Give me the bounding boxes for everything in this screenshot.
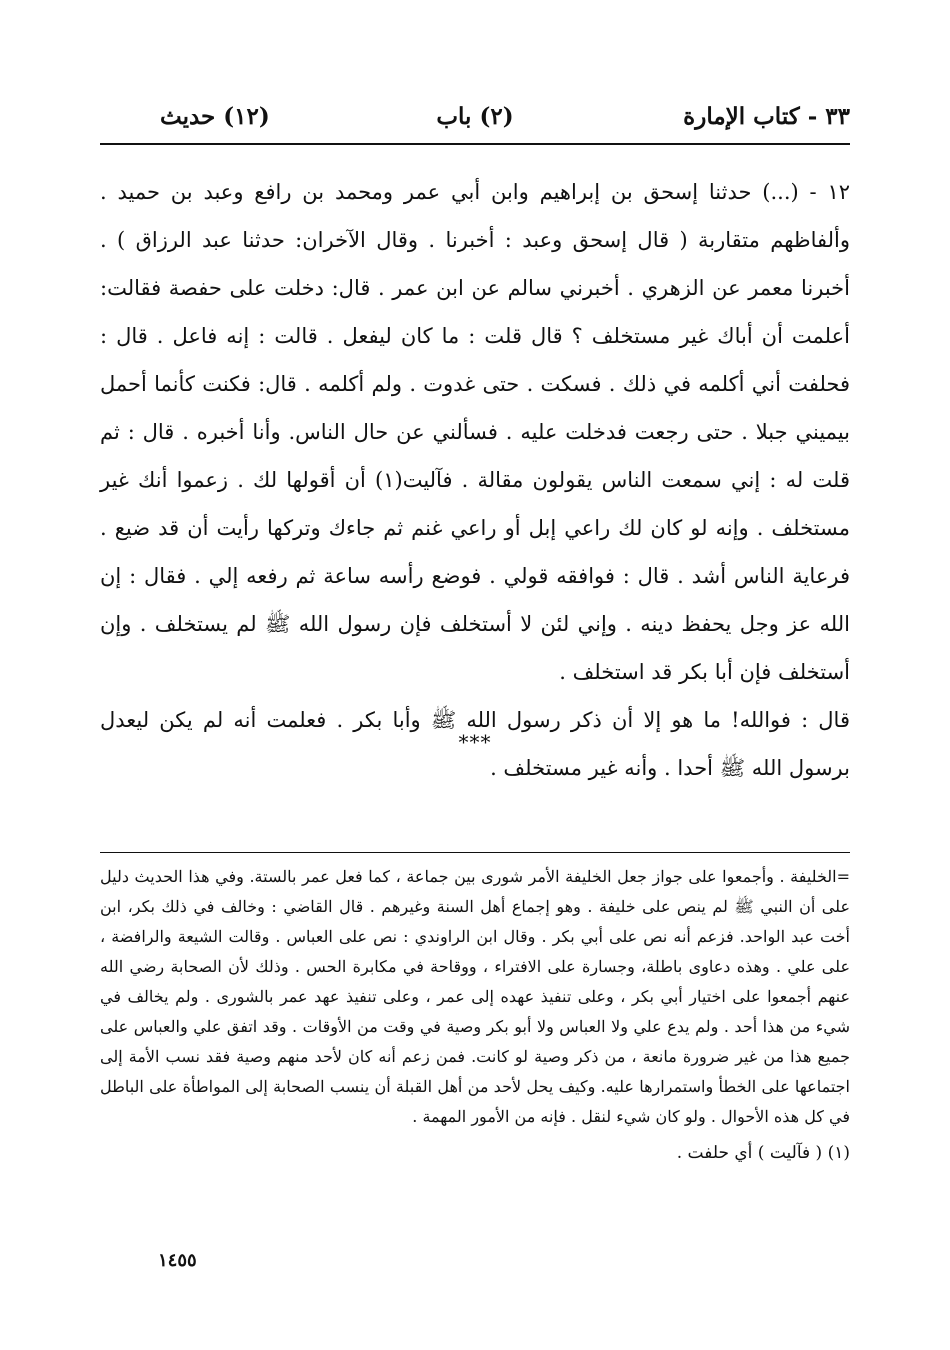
footnote-divider <box>100 852 850 853</box>
page-header <box>100 103 850 139</box>
chapter-label: (٢) باب <box>436 103 514 130</box>
book-title: ٣٣ - كتاب الإمارة <box>683 103 850 130</box>
footnote-commentary: =الخليفة . وأجمعوا على جواز جعل الخليفة الأمر شورى بين جماعة ، كما فعل عمر بالستة. وفي هذا الحديث دليل على أن النبي ﷺ لم ينص على خليفة . وهو إجماع أهل السنة وغيرهم . قال القاضي : وخالف في ذلك بكر، ابن أخت عبد الواحد. فزعم أنه نص على أبي بكر . وقال ابن الراوندي : نص على العباس . وقالت الشيعة والرافضة ، على علي . وهذه دعاوى باطلة، وجسارة على الافتراء ، ووقاحة في مكابرة الحس . وذلك لأن الصحابة رضي الله عنهم أجمعوا على اختيار أبي بكر ، وعلى تنفيذ عهده إلى عمر ، وعلى تنفيذ عهد عمر بالشورى . ولم يخالف في شيء من هذا أحد . ولم يدع علي ولا العباس ولا أبو بكر وصية في وقت من الأوقات . وقد اتفق علي والعباس على جميع هذا من غير ضرورة مانعة ، من ذكر وصية لو كانت. فمن زعم أنه كان لأحد منهم وصية فقد نسب الأمة إلى اجتماعها على الخطأ واستمرارها عليه. وكيف يحل لأحد من أهل القبلة أن ينسب الصحابة إلى المواطأة على الباطل في كل هذه الأحوال . ولو كان شيء لنقل . فإنه من الأمور المهمة . <box>100 867 850 1126</box>
header-divider <box>100 143 850 145</box>
hadith-paragraph-2: قال : فوالله! ما هو إلا أن ذكر رسول الله ﷺ وأبا بكر . فعلمت أنه لم يكن ليعدل برسول الله ﷺ أحدا . وأنه غير مستخلف . <box>100 708 850 780</box>
footnotes <box>100 862 850 1168</box>
hadith-label: (١٢) حديث <box>160 103 270 130</box>
section-separator: *** <box>458 730 492 754</box>
footnote-1: (١) ( فآليت ) أي حلفت . <box>676 1143 850 1163</box>
hadith-text <box>100 168 850 792</box>
page-number: ١٤٥٥ <box>158 1250 197 1271</box>
hadith-paragraph-1: ١٢ - (...) حدثنا إسحق بن إبراهيم وابن أبي عمر ومحمد بن رافع وعبد بن حميد . وألفاظهم متقاربة ( قال إسحق وعبد : أخبرنا . وقال الآخران: حدثنا عبد الرزاق ) . أخبرنا معمر عن الزهري . أخبرني سالم عن ابن عمر . قال: دخلت على حفصة فقالت: أعلمت أن أباك غير مستخلف ؟ قال قلت : ما كان ليفعل . قالت : إنه فاعل . قال : فحلفت أني أكلمه في ذلك . فسكت . حتى غدوت . ولم أكلمه . قال: فكنت كأنما أحمل بيميني جبلا . حتى رجعت فدخلت عليه . فسألني عن حال الناس. وأنا أخبره . قال : ثم قلت له : إني سمعت الناس يقولون مقالة . فآليت(١) أن أقولها لك . زعموا أنك غير مستخلف . وإنه لو كان لك راعي إبل أو راعي غنم ثم جاءك وتركها رأيت أن قد ضيع . فرعاية الناس أشد . قال : فوافقه قولي . فوضع رأسه ساعة ثم رفعه إلي . فقال : إن الله عز وجل يحفظ دينه . وإني لئن لا أستخلف فإن رسول الله ﷺ لم يستخلف . وإن أستخلف فإن أبا بكر قد استخلف . <box>100 180 850 684</box>
